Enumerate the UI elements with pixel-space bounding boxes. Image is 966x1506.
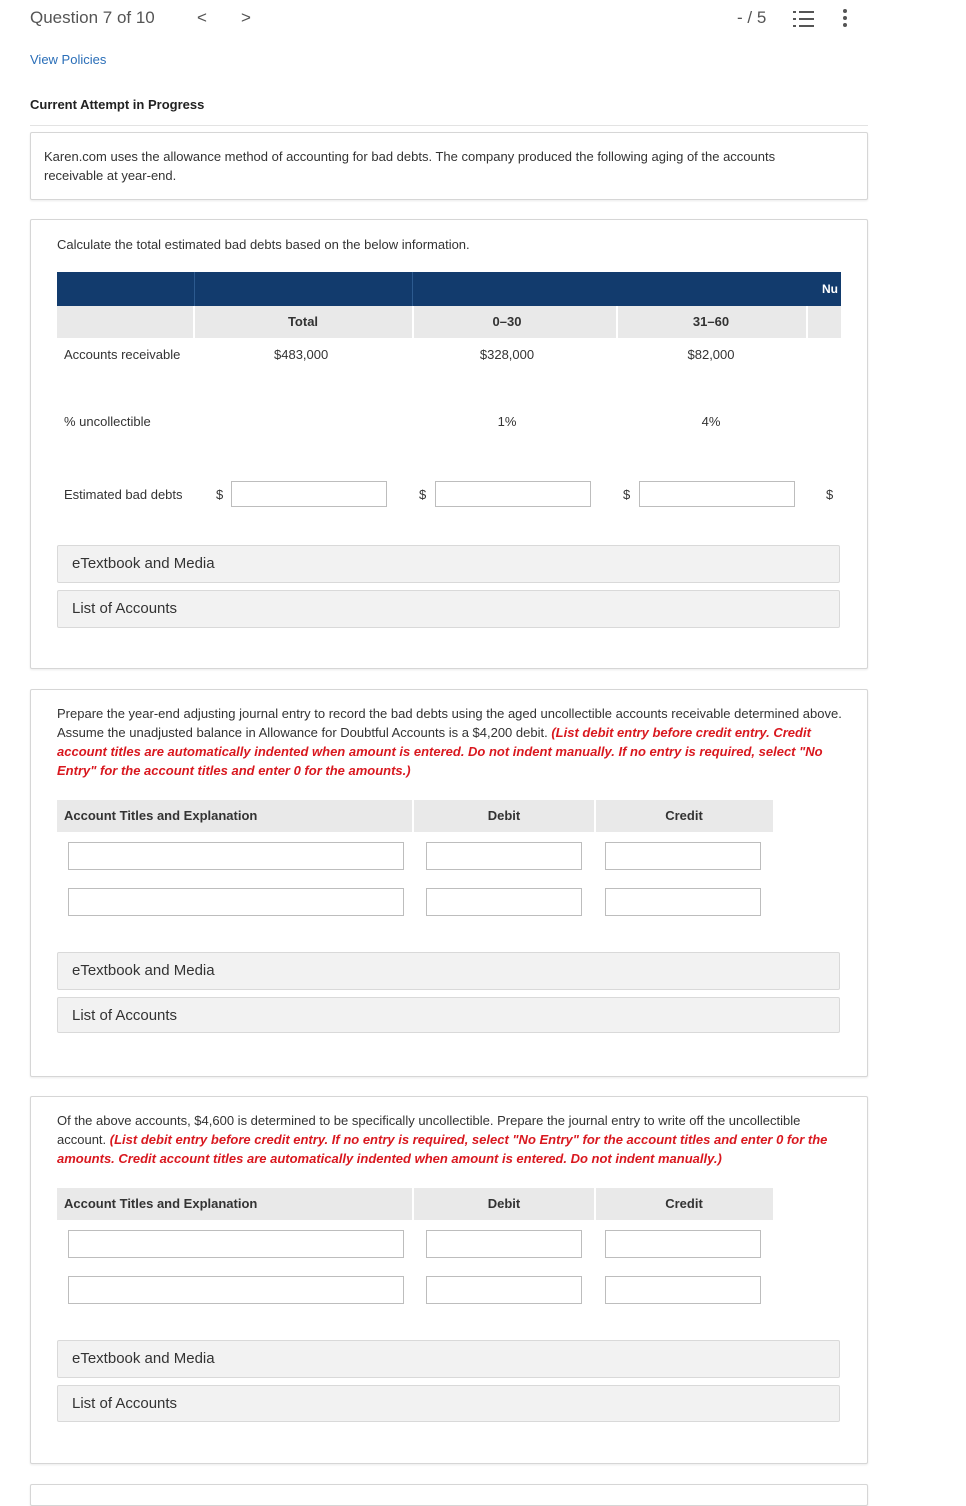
credit-input[interactable] xyxy=(605,1230,761,1258)
part2-note: (List debit entry before credit entry. Credit account titles are automatically indented when amount is entered. Do not indent manually. If no entry is required, select "No Entry" for the account titles and enter 0 for the amounts.) xyxy=(57,725,823,778)
currency-symbol: $ xyxy=(419,487,427,502)
part3-instruction-block xyxy=(57,1111,847,1168)
list-of-accounts-button[interactable]: List of Accounts xyxy=(57,1385,840,1422)
column-header-31-60: 31–60 xyxy=(692,314,730,329)
debit-input[interactable] xyxy=(426,888,582,916)
part2-instruction-block xyxy=(57,704,847,780)
score-display: - / 5 xyxy=(737,8,767,27)
column-header-0-30: 0–30 xyxy=(492,314,522,329)
currency-symbol: $ xyxy=(826,487,834,502)
question-counter: Question 7 of 10 xyxy=(30,8,155,27)
view-policies-link[interactable]: View Policies xyxy=(30,52,107,67)
debit-input[interactable] xyxy=(426,842,582,870)
partial-header-label: Nu xyxy=(822,282,838,296)
debit-input[interactable] xyxy=(426,1230,582,1258)
question-list-icon[interactable] xyxy=(793,9,815,29)
col-divider xyxy=(194,272,195,306)
estimated-bad-debts-total-input[interactable] xyxy=(231,481,387,507)
col-divider xyxy=(806,306,808,338)
part3-instruction: Of the above accounts, $4,600 is determined to be specifically uncollectible. Prepare the journal entry to write off the uncollectible account. xyxy=(57,1113,801,1147)
account-title-input[interactable] xyxy=(68,842,404,870)
ar-31-60-value: $82,000 xyxy=(687,347,735,362)
pct-31-60-value: 4% xyxy=(701,414,721,429)
row-label-estimated-bad-debts: Estimated bad debts xyxy=(64,487,183,502)
part1-instruction: Calculate the total estimated bad debts based on the below information. xyxy=(57,237,470,252)
attempt-status: Current Attempt in Progress xyxy=(30,97,205,112)
row-label-percent-uncollectible: % uncollectible xyxy=(64,414,151,429)
next-question-button[interactable]: > xyxy=(241,8,251,27)
etextbook-media-button[interactable]: eTextbook and Media xyxy=(57,952,840,990)
account-titles-header: Account Titles and Explanation xyxy=(64,1196,258,1211)
credit-input[interactable] xyxy=(605,842,761,870)
credit-input[interactable] xyxy=(605,888,761,916)
list-of-accounts-button[interactable]: List of Accounts xyxy=(57,997,840,1033)
row-label-accounts-receivable: Accounts receivable xyxy=(64,347,181,362)
credit-header: Credit xyxy=(665,808,703,823)
credit-header: Credit xyxy=(665,1196,703,1211)
currency-symbol: $ xyxy=(216,487,224,502)
part3-note: (List debit entry before credit entry. If no entry is required, select "No Entry" for the account titles and enter 0 for the amounts. Credit account titles are automatically indented when amount is entered. Do not indent manually.) xyxy=(57,1132,828,1166)
part2-instruction: Prepare the year-end adjusting journal entry to record the bad debts using the aged uncollectible accounts receivable determined above. Assume the unadjusted balance in Allowance for Doubtful Accounts is a $4,200 debit. xyxy=(57,706,842,740)
intro-text: Karen.com uses the allowance method of accounting for bad debts. The company produced the following aging of the accounts receivable at year-end. xyxy=(44,149,776,183)
col-divider xyxy=(412,272,413,306)
policies-section xyxy=(30,50,868,126)
debit-header: Debit xyxy=(487,808,521,823)
etextbook-media-button[interactable]: eTextbook and Media xyxy=(57,1340,840,1378)
aging-table-top-header xyxy=(57,272,841,306)
pct-0-30-value: 1% xyxy=(497,414,517,429)
list-of-accounts-button[interactable]: List of Accounts xyxy=(57,590,840,628)
estimated-bad-debts-0-30-input[interactable] xyxy=(435,481,591,507)
estimated-bad-debts-31-60-input[interactable] xyxy=(639,481,795,507)
ar-0-30-value: $328,000 xyxy=(479,347,535,362)
ar-total-value: $483,000 xyxy=(274,347,329,362)
debit-header: Debit xyxy=(487,1196,521,1211)
column-header-total: Total xyxy=(287,314,319,329)
etextbook-media-button[interactable]: eTextbook and Media xyxy=(57,545,840,583)
account-titles-header: Account Titles and Explanation xyxy=(64,808,258,823)
currency-symbol: $ xyxy=(623,487,631,502)
account-title-input[interactable] xyxy=(68,888,404,916)
next-part-panel xyxy=(30,1484,868,1506)
previous-question-button[interactable]: < xyxy=(197,8,207,27)
account-title-input[interactable] xyxy=(68,1230,404,1258)
account-title-input[interactable] xyxy=(68,1276,404,1304)
credit-input[interactable] xyxy=(605,1276,761,1304)
debit-input[interactable] xyxy=(426,1276,582,1304)
more-options-icon[interactable] xyxy=(840,8,850,28)
